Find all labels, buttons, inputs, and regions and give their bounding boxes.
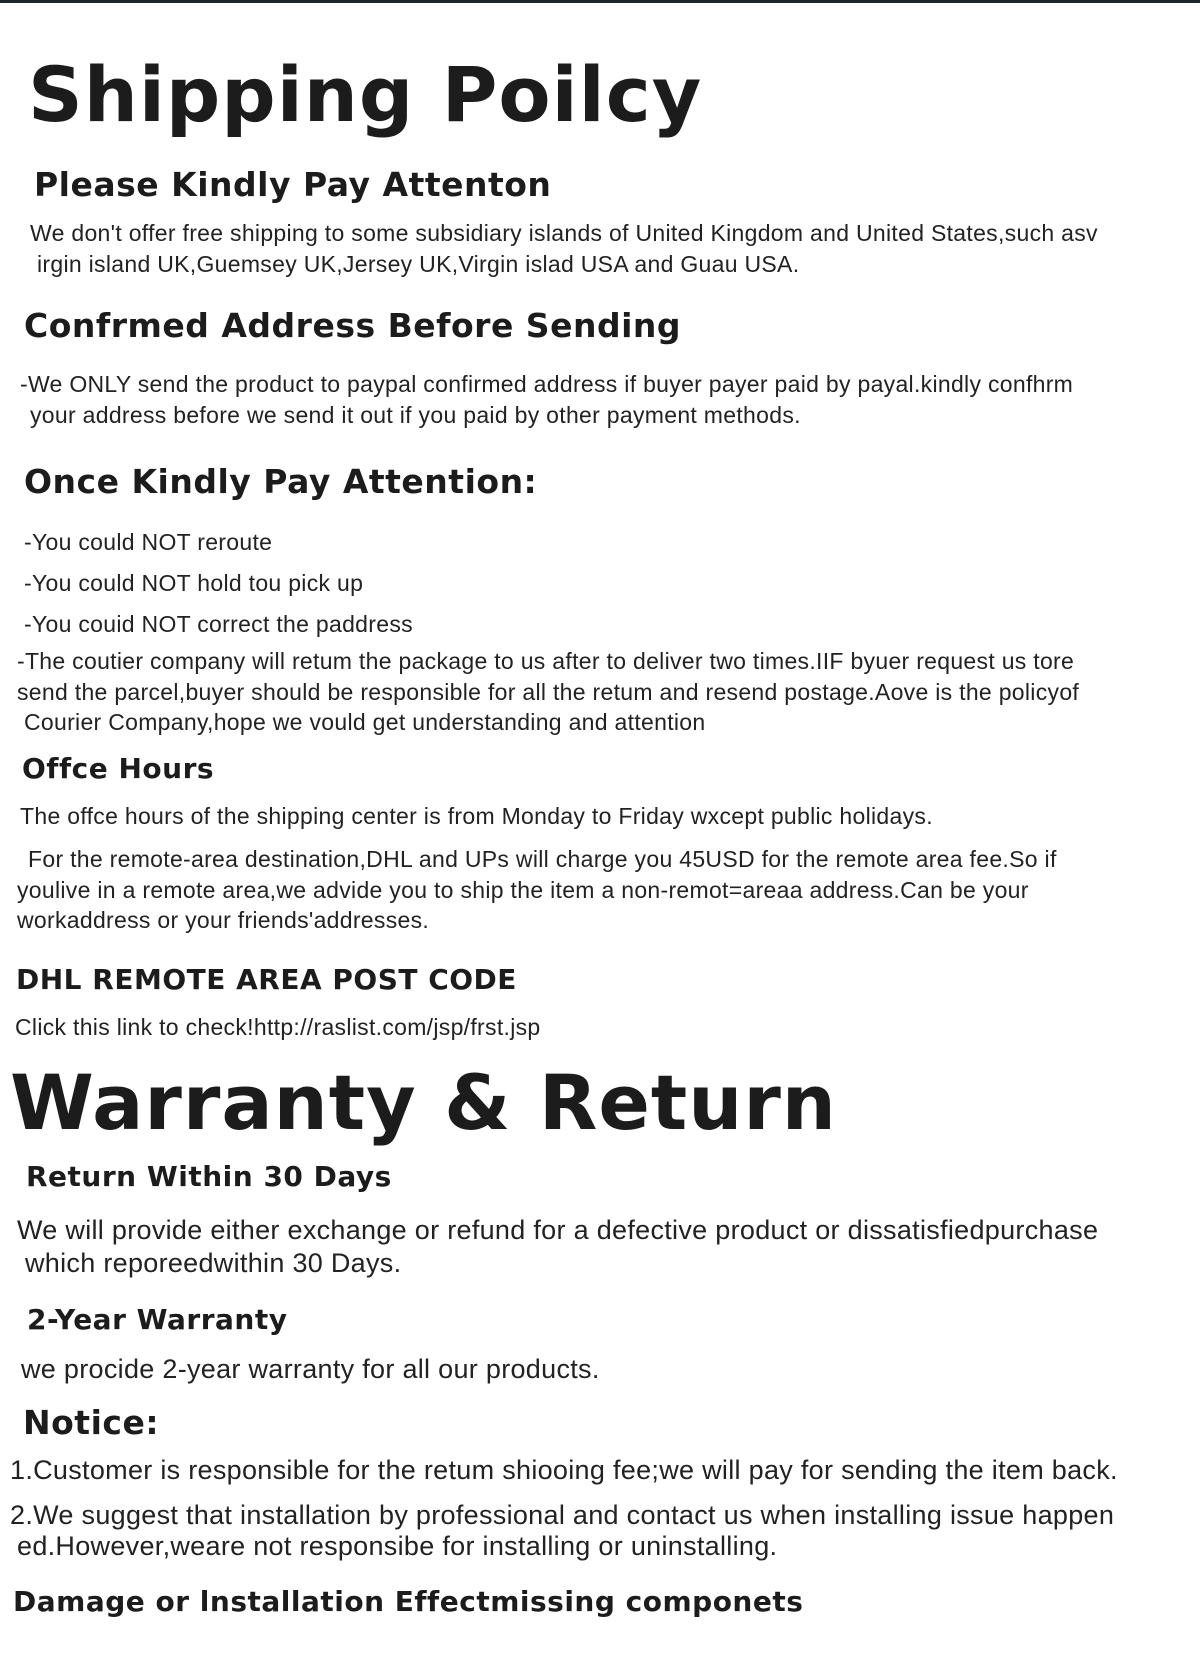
paragraph-line: which reporeedwithin 30 Days. xyxy=(25,1248,402,1278)
paragraph-line: youlive in a remote area,we advide you to ship the item a non-remot=areaa address.Can be your xyxy=(17,877,1029,903)
section-heading-pay-attention: Please Kindly Pay Attenton xyxy=(34,165,552,204)
section-heading-return-30-days: Return Within 30 Days xyxy=(26,1160,392,1193)
paragraph-line: For the remote-area destination,DHL and UPs will charge you 45USD for the remote area fee.So if xyxy=(28,846,1057,872)
notice-item-continuation: ed.However,weare not responsibe for installing or uninstalling. xyxy=(17,1531,778,1561)
paragraph-line: we procide 2-year warranty for all our products. xyxy=(21,1354,600,1384)
paragraph-line: Courier Company,hope we vould get understanding and attention xyxy=(24,709,706,735)
section-heading-damage-installation: Damage or lnstallation Effectmissing componets xyxy=(13,1585,804,1618)
section-heading-confirmed-address: Confrmed Address Before Sending xyxy=(24,306,682,345)
list-item: -You couid NOT correct the paddress xyxy=(24,611,413,637)
top-border xyxy=(0,0,1200,3)
paragraph-line: irgin island UK,Guemsey UK,Jersey UK,Virgin islad USA and Guau USA. xyxy=(37,251,800,277)
paragraph-line: We will provide either exchange or refund for a defective product or dissatisfiedpurchase xyxy=(17,1215,1099,1245)
paragraph-line: send the parcel,buyer should be responsible for all the retum and resend postage.Aove is the policyof xyxy=(17,679,1080,705)
section-heading-office-hours: Offce Hours xyxy=(22,752,215,785)
paragraph-line: -The coutier company will retum the package to us after to deliver two times.IIF byuer request us tore xyxy=(17,648,1075,674)
paragraph-line: your address before we send it out if you paid by other payment methods. xyxy=(30,402,801,428)
dhl-link-text: Click this link to check!http://raslist.com/jsp/frst.jsp xyxy=(15,1014,541,1040)
section-heading-notice: Notice: xyxy=(23,1403,160,1442)
section-heading-dhl-remote: DHL REMOTE AREA POST CODE xyxy=(16,963,517,996)
list-item: -You could NOT reroute xyxy=(24,529,273,555)
notice-item: 1.Customer is responsible for the retum shiooing fee;we will pay for sending the item back. xyxy=(10,1455,1118,1485)
section-heading-2-year-warranty: 2-Year Warranty xyxy=(27,1303,288,1336)
notice-item: 2.We suggest that installation by professional and contact us when installing issue happen xyxy=(10,1500,1115,1530)
list-item: -You could NOT hold tou pick up xyxy=(24,570,364,596)
warranty-return-title: Warranty & Return xyxy=(10,1058,837,1147)
paragraph-line: -We ONLY send the product to paypal confirmed address if buyer payer paid by payal.kindly confhrm xyxy=(20,371,1074,397)
section-heading-once-kindly: Once Kindly Pay Attention: xyxy=(24,462,538,501)
paragraph-line: We don't offer free shipping to some subsidiary islands of United Kingdom and United States,such asv xyxy=(30,220,1098,246)
paragraph-line: The offce hours of the shipping center is from Monday to Friday wxcept public holidays. xyxy=(20,803,933,829)
shipping-policy-title: Shipping Poilcy xyxy=(28,50,703,139)
paragraph-line: workaddress or your friends'addresses. xyxy=(17,907,430,933)
